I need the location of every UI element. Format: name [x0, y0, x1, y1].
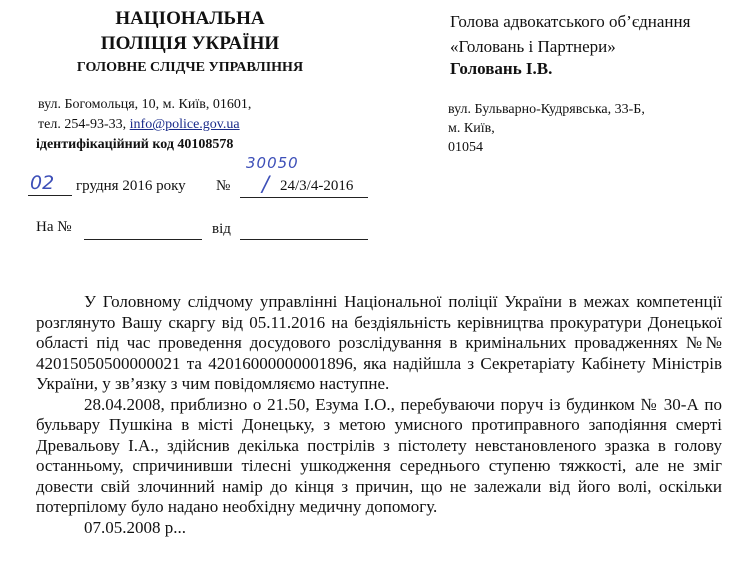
reg-day-line: [28, 195, 72, 196]
on-no-label: На №: [36, 219, 72, 235]
reg-number-label: №: [216, 178, 231, 194]
body-paragraph-3: 07.05.2008 р...: [84, 517, 186, 537]
reg-number-value: 24/3/4-2016: [280, 178, 354, 194]
reg-number-handwritten: /: [262, 172, 270, 196]
sender-address: вул. Богомольця, 10, м. Київ, 01601,: [38, 97, 252, 112]
recipient-street: вул. Бульварно-Кудрявська, 33-Б,: [448, 102, 645, 117]
sender-department: ГОЛОВНЕ СЛІДЧЕ УПРАВЛІННЯ: [76, 60, 304, 75]
reg-number-line: [240, 197, 368, 198]
sender-email-link[interactable]: info@police.gov.ua: [129, 117, 240, 132]
sender-name-line1: НАЦІОНАЛЬНА: [115, 8, 265, 29]
recipient-name: Головань І.В.: [450, 59, 553, 78]
reg-stamp-number: 30050: [246, 154, 299, 172]
from-label: від: [212, 221, 231, 237]
recipient-line2: «Головань і Партнери»: [450, 37, 616, 56]
body-paragraph-2: 28.04.2008, приблизно о 21.50, Езума І.О., перебуваючи поруч із будинком № 30-А по бульвару Пушкіна в місті Донецьку, з метою умисного протиправного заподіяння смерті Древальову І.А., здійснив декілька пострілів з пістолету невстановленого зразка в голову останньому, спричинивши тілесні ушкодження середнього ступеню тяжкості, але не зміг довести свій злочинний намір до кінця з причин, що не залежали від його волі, оскільки потерпілому було надано необхідну медичну допомогу.: [36, 394, 722, 516]
recipient-postcode: 01054: [448, 140, 483, 155]
from-line: [240, 239, 368, 240]
sender-phone: тел. 254-93-33,: [38, 117, 127, 132]
recipient-line1: Голова адвокатського об’єднання: [450, 12, 691, 31]
sender-name-line2: ПОЛІЦІЯ УКРАЇНИ: [100, 33, 280, 54]
reg-month-year: грудня 2016 року: [76, 178, 186, 194]
on-no-line: [84, 239, 202, 240]
reg-day-handwritten: 02: [30, 172, 55, 194]
letter-body: [36, 292, 722, 538]
sender-contacts: [38, 117, 240, 133]
sender-id-code: ідентифікаційний код 40108578: [36, 137, 234, 152]
recipient-city: м. Київ,: [448, 121, 495, 136]
body-paragraph-1: У Головному слідчому управлінні Національної поліції України в межах компетенції розглянуто Вашу скаргу від 05.11.2016 на бездіяльність керівництва прокуратури Донецької області під час проведення досудового розслідування в кримінальних провадженнях №№ 42015050500000021 та 42016000000001896, яка надійшла з Секретаріату Кабінету Міністрів України, у зв’язку з чим повідомляємо наступне.: [36, 292, 722, 393]
